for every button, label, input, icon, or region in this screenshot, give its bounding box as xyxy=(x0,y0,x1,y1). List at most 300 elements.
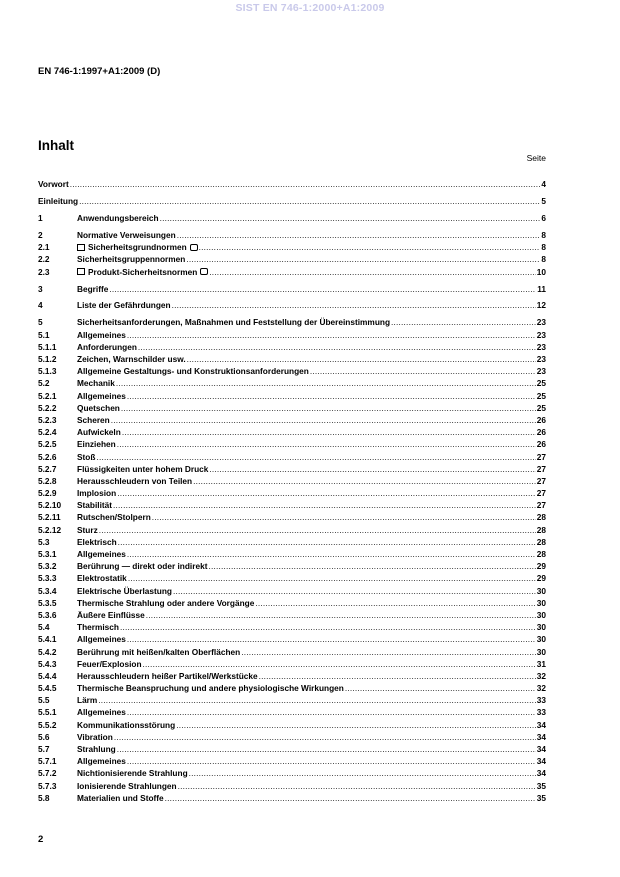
toc-entry-number: 5.5.2 xyxy=(38,719,57,730)
toc-entry-title-wrap xyxy=(77,487,116,499)
toc-entry[interactable] xyxy=(38,195,546,207)
toc-entry-page: 4 xyxy=(541,179,546,189)
dot-leader xyxy=(120,402,536,414)
toc-entry-title: Stabilität xyxy=(77,500,113,511)
toc-entry-title: Rutschen/Stolpern xyxy=(77,512,151,523)
toc-entry[interactable] xyxy=(38,682,546,694)
toc-entry-page: 28 xyxy=(536,536,546,547)
toc-entry-page: 27 xyxy=(536,488,546,499)
toc-entry-page: 27 xyxy=(536,500,546,511)
toc-entry-number: 5.2.8 xyxy=(38,475,57,486)
toc-entry-title-wrap xyxy=(77,299,171,311)
dot-leader xyxy=(207,560,535,572)
toc-entry[interactable] xyxy=(38,377,546,389)
toc-entry-number: 1 xyxy=(38,212,43,223)
toc-entry[interactable] xyxy=(38,283,546,295)
dot-leader xyxy=(186,353,536,365)
toc-entry-title-wrap xyxy=(77,511,151,523)
toc-entry[interactable] xyxy=(38,633,546,645)
toc-entry-number: 2.1 xyxy=(38,242,50,253)
toc-entry-page: 26 xyxy=(536,427,546,438)
toc-entry[interactable] xyxy=(38,609,546,621)
toc-entry-number: 5.3.2 xyxy=(38,561,57,572)
toc-entry[interactable] xyxy=(38,241,546,253)
toc-entry-title: Normative Verweisungen xyxy=(77,229,176,240)
toc-entry-title: Flüssigkeiten unter hohem Druck xyxy=(77,463,209,474)
toc-entry-title: Elektrisch xyxy=(77,536,117,547)
toc-entry-title-wrap xyxy=(77,755,126,767)
toc-entry-title: Produkt-Sicherheitsnormen xyxy=(88,266,198,277)
toc-entry-title: Liste der Gefährdungen xyxy=(77,300,171,311)
toc-entry-number: 5.2.2 xyxy=(38,402,57,413)
toc-entry-title: Sturz xyxy=(77,524,98,535)
toc-entry-number: 5.2.11 xyxy=(38,512,61,523)
toc-entry[interactable] xyxy=(38,755,546,767)
dot-leader xyxy=(127,572,536,584)
toc-entry[interactable] xyxy=(38,585,546,597)
toc-entry-number: 5 xyxy=(38,317,43,328)
toc-entry-title-wrap xyxy=(77,475,192,487)
dot-leader xyxy=(208,463,535,475)
dot-leader xyxy=(164,792,536,804)
toc-entry[interactable] xyxy=(38,414,546,426)
amendment-start-icon xyxy=(77,244,85,251)
toc-entry[interactable] xyxy=(38,621,546,633)
toc-entry[interactable] xyxy=(38,743,546,755)
dot-leader xyxy=(126,633,536,645)
document-id-header: EN 746-1:1997+A1:2009 (D) xyxy=(38,66,161,77)
dot-leader xyxy=(176,229,541,241)
toc-entry-title-wrap xyxy=(77,241,198,253)
toc-entry-title-wrap xyxy=(77,451,95,463)
toc-entry-number: 5.2.1 xyxy=(38,390,57,401)
toc-entry-title: Stoß xyxy=(77,451,96,462)
toc-entry-number: 5.3.3 xyxy=(38,573,57,584)
toc-entry-title: Allgemeine Gestaltungs- und Konstruktionsanforderungen xyxy=(77,366,309,377)
dot-leader xyxy=(126,329,536,341)
toc-entry[interactable] xyxy=(38,560,546,572)
dot-leader xyxy=(126,755,536,767)
toc-entry-number: 5.1 xyxy=(38,329,50,340)
toc-entry-number: 5.7.2 xyxy=(38,768,57,779)
toc-entry-title-wrap xyxy=(38,178,69,190)
toc-entry[interactable] xyxy=(38,266,546,278)
toc-entry-title-wrap xyxy=(77,621,119,633)
toc-entry[interactable] xyxy=(38,706,546,718)
toc-entry[interactable] xyxy=(38,524,546,536)
toc-entry-title: Äußere Einflüsse xyxy=(77,609,145,620)
dot-leader xyxy=(145,609,536,621)
toc-entry-title-wrap xyxy=(77,377,115,389)
toc-entry-title-wrap xyxy=(77,560,207,572)
dot-leader xyxy=(126,548,536,560)
toc-entry-title: Allgemeines xyxy=(77,634,126,645)
toc-entry-page: 35 xyxy=(536,780,546,791)
dot-leader xyxy=(121,426,536,438)
toc-entry-title: Materialien und Stoffe xyxy=(77,792,164,803)
dot-leader xyxy=(240,646,536,658)
toc-entry-title: Scheren xyxy=(77,414,110,425)
toc-entry[interactable] xyxy=(38,487,546,499)
dot-leader xyxy=(95,451,535,463)
toc-entry-page: 34 xyxy=(536,756,546,767)
toc-entry-title-wrap xyxy=(77,212,159,224)
toc-entry-page: 23 xyxy=(536,317,546,328)
toc-entry-number: 5.2.4 xyxy=(38,427,57,438)
toc-entry-title: Lärm xyxy=(77,695,98,706)
toc-entry-title-wrap xyxy=(77,597,254,609)
toc-entry-page: 25 xyxy=(536,378,546,389)
toc-entry-page: 8 xyxy=(541,242,546,253)
toc-entry-title-wrap xyxy=(77,414,110,426)
toc-entry-page: 34 xyxy=(536,744,546,755)
toc-entry-page: 27 xyxy=(536,451,546,462)
toc-entry[interactable] xyxy=(38,767,546,779)
toc-entry-number: 5.6 xyxy=(38,731,50,742)
toc-entry-page: 32 xyxy=(536,683,546,694)
toc-entry-number: 5.7.3 xyxy=(38,780,57,791)
toc-entry-title-wrap xyxy=(77,658,142,670)
toc-entry[interactable] xyxy=(38,229,546,241)
toc-entry-title-wrap xyxy=(77,694,97,706)
toc-entry[interactable] xyxy=(38,670,546,682)
toc-entry-title-wrap xyxy=(77,253,185,265)
dot-leader xyxy=(110,414,536,426)
toc-entry-number: 3 xyxy=(38,283,43,294)
toc-entry-number: 5.4.1 xyxy=(38,634,57,645)
toc-entry-title: Herausschleudern von Teilen xyxy=(77,475,193,486)
dot-leader xyxy=(115,377,536,389)
toc-entry-number: 5.2.3 xyxy=(38,414,57,425)
toc-entry-title-wrap xyxy=(77,426,121,438)
toc-entry-number: 5.4.3 xyxy=(38,658,57,669)
toc-entry-page: 23 xyxy=(536,354,546,365)
dot-leader xyxy=(116,438,536,450)
toc-entry-page: 30 xyxy=(536,634,546,645)
toc-entry-title: Allgemeines xyxy=(77,756,126,767)
toc-entry-title-wrap xyxy=(77,670,258,682)
toc-entry-title-wrap xyxy=(77,633,126,645)
toc-entry-title-wrap xyxy=(77,719,175,731)
dot-leader xyxy=(108,283,536,295)
dot-leader xyxy=(126,390,536,402)
dot-leader xyxy=(172,585,536,597)
dot-leader xyxy=(254,597,535,609)
toc-entry-number: 2 xyxy=(38,229,43,240)
toc-entry-page: 27 xyxy=(536,475,546,486)
toc-entry-title: Kommunikationsstörung xyxy=(77,719,176,730)
toc-entry-number: 2.3 xyxy=(38,266,50,277)
toc-entry[interactable] xyxy=(38,719,546,731)
toc-entry-title-wrap xyxy=(77,353,186,365)
toc-entry[interactable] xyxy=(38,365,546,377)
toc-entry-number: 5.3.4 xyxy=(38,585,57,596)
dot-leader xyxy=(188,767,536,779)
toc-entry-page: 32 xyxy=(536,670,546,681)
toc-entry-title: Allgemeines xyxy=(77,707,126,718)
toc-entry[interactable] xyxy=(38,463,546,475)
toc-entry-title-wrap xyxy=(77,585,172,597)
toc-entry-title-wrap xyxy=(77,536,117,548)
dot-leader xyxy=(113,731,536,743)
toc-entry-number: 5.2 xyxy=(38,378,50,389)
dot-leader xyxy=(142,658,536,670)
page-number: 2 xyxy=(38,834,44,845)
dot-leader xyxy=(208,266,536,278)
toc-entry-title: Mechanik xyxy=(77,378,115,389)
toc-entry-title: Sicherheitsgrundnormen xyxy=(88,242,187,253)
toc-entry-title-wrap xyxy=(77,266,208,278)
watermark: SIST EN 746-1:2000+A1:2009 xyxy=(235,2,385,14)
toc-entry-title-wrap xyxy=(77,780,177,792)
toc-entry-page: 28 xyxy=(536,549,546,560)
dot-leader xyxy=(78,195,540,207)
toc-entry-title-wrap xyxy=(77,646,240,658)
toc-entry-number: 5.3.1 xyxy=(38,549,57,560)
toc-entry-number: 5.3.5 xyxy=(38,597,57,608)
toc-entry-title: Thermisch xyxy=(77,622,119,633)
toc-entry-page: 31 xyxy=(536,658,546,669)
toc-entry[interactable] xyxy=(38,299,546,311)
toc-entry-number: 5.5 xyxy=(38,695,50,706)
toc-entry-page: 11 xyxy=(537,283,546,294)
toc-entry-page: 33 xyxy=(536,707,546,718)
toc-entry-title-wrap xyxy=(77,731,113,743)
table-of-contents xyxy=(38,178,546,804)
toc-entry-number: 5.4.4 xyxy=(38,670,57,681)
toc-entry-title-wrap xyxy=(77,682,344,694)
dot-leader xyxy=(344,682,536,694)
toc-entry[interactable] xyxy=(38,572,546,584)
dot-leader xyxy=(390,316,536,328)
toc-entry-page: 34 xyxy=(536,719,546,730)
toc-entry-title: Strahlung xyxy=(77,744,116,755)
toc-entry-page: 30 xyxy=(536,609,546,620)
dot-leader xyxy=(112,499,536,511)
dot-leader xyxy=(192,475,536,487)
toc-entry-page: 33 xyxy=(536,695,546,706)
toc-entry[interactable] xyxy=(38,390,546,402)
toc-entry-title-wrap xyxy=(77,792,164,804)
dot-leader xyxy=(185,253,540,265)
toc-entry-number: 2.2 xyxy=(38,254,50,265)
toc-entry-page: 8 xyxy=(541,229,546,240)
toc-entry-page: 27 xyxy=(536,463,546,474)
toc-entry[interactable] xyxy=(38,536,546,548)
dot-leader xyxy=(116,487,536,499)
toc-entry[interactable] xyxy=(38,178,546,190)
toc-entry-title-wrap xyxy=(77,609,145,621)
toc-entry[interactable] xyxy=(38,438,546,450)
toc-entry-page: 28 xyxy=(536,524,546,535)
toc-entry-page: 29 xyxy=(536,573,546,584)
toc-entry-title: Herausschleudern heißer Partikel/Werkstücke xyxy=(77,670,258,681)
toc-entry-page: 30 xyxy=(536,585,546,596)
toc-entry-title-wrap xyxy=(77,438,116,450)
toc-entry[interactable] xyxy=(38,426,546,438)
dot-leader xyxy=(126,706,536,718)
toc-entry-title: Allgemeines xyxy=(77,390,126,401)
toc-entry-title: Quetschen xyxy=(77,402,120,413)
toc-entry-number: 5.2.12 xyxy=(38,524,62,535)
toc-entry-title: Anwendungsbereich xyxy=(77,212,159,223)
toc-entry[interactable] xyxy=(38,548,546,560)
toc-entry-title-wrap xyxy=(77,706,126,718)
toc-entry-title-wrap xyxy=(77,316,390,328)
toc-entry[interactable] xyxy=(38,475,546,487)
toc-entry-title: Zeichen, Warnschilder usw. xyxy=(77,354,186,365)
toc-entry-page: 26 xyxy=(536,414,546,425)
toc-entry-title: Aufwickeln xyxy=(77,427,121,438)
toc-entry-title-wrap xyxy=(77,341,137,353)
toc-entry-page: 25 xyxy=(536,402,546,413)
toc-entry-page: 30 xyxy=(536,597,546,608)
toc-entry[interactable] xyxy=(38,253,546,265)
amendment-end-icon xyxy=(200,268,208,275)
toc-entry-page: 8 xyxy=(541,254,546,265)
toc-entry-number: 5.1.3 xyxy=(38,366,57,377)
toc-entry[interactable] xyxy=(38,341,546,353)
dot-leader xyxy=(117,536,536,548)
toc-entry[interactable] xyxy=(38,646,546,658)
dot-leader xyxy=(69,178,541,190)
toc-entry[interactable] xyxy=(38,780,546,792)
dot-leader xyxy=(98,524,536,536)
toc-entry[interactable] xyxy=(38,212,546,224)
dot-leader xyxy=(177,780,536,792)
toc-entry-page: 12 xyxy=(536,300,546,311)
toc-entry-title-wrap xyxy=(77,329,126,341)
toc-entry-title-wrap xyxy=(77,229,176,241)
toc-entry-title: Allgemeines xyxy=(77,549,126,560)
toc-entry-title: Implosion xyxy=(77,488,117,499)
toc-entry-number: 5.3.6 xyxy=(38,609,57,620)
toc-entry-page: 23 xyxy=(536,366,546,377)
dot-leader xyxy=(171,299,536,311)
toc-entry-title: Berührung — direkt oder indirekt xyxy=(77,561,208,572)
toc-entry-page: 30 xyxy=(536,622,546,633)
toc-entry[interactable] xyxy=(38,402,546,414)
toc-entry-title: Sicherheitsanforderungen, Maßnahmen und Feststellung der Übereinstimmung xyxy=(77,317,391,328)
toc-entry-number: 5.2.6 xyxy=(38,451,57,462)
toc-entry-title-wrap xyxy=(77,463,208,475)
toc-entry-title: Einziehen xyxy=(77,439,116,450)
page-column-label: Seite xyxy=(526,153,546,163)
toc-entry-title-wrap xyxy=(77,548,126,560)
toc-entry[interactable] xyxy=(38,792,546,804)
toc-entry[interactable] xyxy=(38,731,546,743)
toc-entry[interactable] xyxy=(38,499,546,511)
toc-entry-number: 5.4 xyxy=(38,622,50,633)
dot-leader xyxy=(258,670,536,682)
toc-entry-number: 5.1.2 xyxy=(38,354,57,365)
toc-entry-title: Einleitung xyxy=(38,195,79,206)
toc-entry-title: Nichtionisierende Strahlung xyxy=(77,768,188,779)
toc-entry-title: Vorwort xyxy=(38,179,69,189)
toc-entry-title-wrap xyxy=(77,402,120,414)
toc-entry-number: 5.3 xyxy=(38,536,50,547)
toc-entry-page: 35 xyxy=(536,792,546,803)
toc-entry-page: 5 xyxy=(541,195,546,206)
toc-entry-page: 34 xyxy=(536,731,546,742)
dot-leader xyxy=(137,341,536,353)
toc-entry-number: 5.2.9 xyxy=(38,488,57,499)
toc-entry-title-wrap xyxy=(77,524,98,536)
toc-entry-title: Elektrostatik xyxy=(77,573,127,584)
toc-entry[interactable] xyxy=(38,511,546,523)
toc-entry-number: 5.1.1 xyxy=(38,341,57,352)
toc-entry-number: 5.7.1 xyxy=(38,756,57,767)
toc-entry-title: Thermische Strahlung oder andere Vorgänge xyxy=(77,597,255,608)
toc-entry-page: 29 xyxy=(536,561,546,572)
toc-entry[interactable] xyxy=(38,597,546,609)
toc-entry[interactable] xyxy=(38,329,546,341)
toc-entry-page: 6 xyxy=(541,212,546,223)
toc-entry-title-wrap xyxy=(77,767,188,779)
dot-leader xyxy=(309,365,536,377)
toc-entry-title-wrap xyxy=(77,390,126,402)
toc-entry-page: 34 xyxy=(536,768,546,779)
toc-entry[interactable] xyxy=(38,451,546,463)
dot-leader xyxy=(119,621,536,633)
toc-entry-title-wrap xyxy=(77,499,112,511)
toc-title: Inhalt xyxy=(38,138,74,153)
toc-entry[interactable] xyxy=(38,353,546,365)
toc-entry-title-wrap xyxy=(77,283,108,295)
toc-entry-number: 5.2.10 xyxy=(38,500,62,511)
toc-entry-title-wrap xyxy=(38,195,78,207)
toc-entry-title: Allgemeines xyxy=(77,329,126,340)
toc-entry-number: 5.4.5 xyxy=(38,683,57,694)
toc-entry-page: 28 xyxy=(536,512,546,523)
toc-entry-page: 30 xyxy=(536,646,546,657)
dot-leader xyxy=(97,694,535,706)
toc-entry-title: Feuer/Explosion xyxy=(77,658,142,669)
dot-leader xyxy=(151,511,536,523)
dot-leader xyxy=(159,212,541,224)
toc-entry-title-wrap xyxy=(77,365,309,377)
toc-entry[interactable] xyxy=(38,658,546,670)
toc-entry[interactable] xyxy=(38,316,546,328)
toc-entry[interactable] xyxy=(38,694,546,706)
toc-entry-page: 26 xyxy=(536,439,546,450)
toc-entry-page: 23 xyxy=(536,329,546,340)
toc-entry-title: Sicherheitsgruppennormen xyxy=(77,254,186,265)
toc-entry-title: Berührung mit heißen/kalten Oberflächen xyxy=(77,646,241,657)
toc-entry-number: 5.8 xyxy=(38,792,50,803)
toc-entry-title: Elektrische Überlastung xyxy=(77,585,172,596)
toc-entry-number: 5.4.2 xyxy=(38,646,57,657)
dot-leader xyxy=(198,241,541,253)
amendment-start-icon xyxy=(77,268,85,275)
toc-entry-page: 23 xyxy=(536,341,546,352)
toc-entry-page: 25 xyxy=(536,390,546,401)
toc-entry-title: Thermische Beanspruchung und andere physiologische Wirkungen xyxy=(77,683,344,694)
toc-entry-title-wrap xyxy=(77,572,127,584)
toc-entry-number: 4 xyxy=(38,300,43,311)
toc-entry-title: Vibration xyxy=(77,731,113,742)
toc-entry-number: 5.7 xyxy=(38,744,50,755)
amendment-end-icon xyxy=(190,244,198,251)
toc-entry-title: Ionisierende Strahlungen xyxy=(77,780,177,791)
toc-entry-title: Anforderungen xyxy=(77,341,137,352)
toc-entry-page: 10 xyxy=(536,266,546,277)
toc-entry-title-wrap xyxy=(77,743,116,755)
toc-entry-number: 5.2.5 xyxy=(38,439,57,450)
toc-entry-number: 5.2.7 xyxy=(38,463,57,474)
toc-entry-title: Begriffe xyxy=(77,283,109,294)
dot-leader xyxy=(175,719,536,731)
